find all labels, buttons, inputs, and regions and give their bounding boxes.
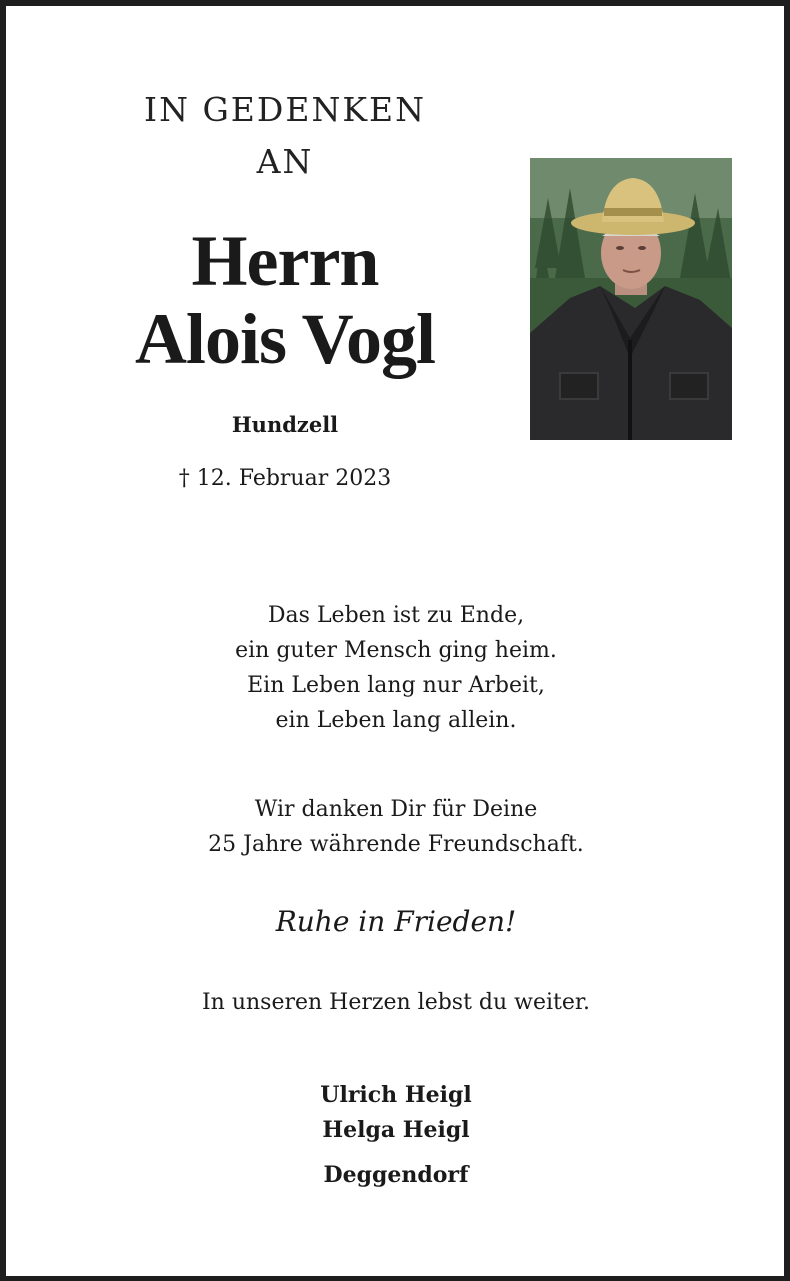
thanks-line: 25 Jahre währende Freundschaft. xyxy=(208,832,584,857)
thanks-line: Wir danken Dir für Deine xyxy=(254,797,538,822)
honorific: Herrn xyxy=(191,221,379,301)
portrait-photo xyxy=(530,158,732,440)
deceased-name: Alois Vogl xyxy=(134,299,436,379)
portrait-illustration xyxy=(530,158,732,440)
mourner-names xyxy=(96,1078,696,1148)
poem-line: Das Leben ist zu Ende, xyxy=(267,603,525,628)
thanks-text xyxy=(96,792,696,862)
rest-in-peace: Ruhe in Frieden! xyxy=(275,905,517,938)
mourner-name: Ulrich Heigl xyxy=(320,1082,472,1108)
obituary-header xyxy=(85,84,485,378)
intro-line-2: AN xyxy=(256,142,314,181)
deceased-place: Hundzell xyxy=(231,412,339,437)
death-date: † 12. Februar 2023 xyxy=(178,466,392,491)
closing-line: In unseren Herzen lebst du weiter. xyxy=(201,990,591,1015)
poem xyxy=(96,598,696,738)
mourner-name: Helga Heigl xyxy=(322,1117,470,1143)
mourner-city: Deggendorf xyxy=(323,1162,469,1188)
intro-line-1: IN GEDENKEN xyxy=(144,90,426,129)
poem-line: ein Leben lang allein. xyxy=(275,708,517,733)
poem-line: Ein Leben lang nur Arbeit, xyxy=(247,673,545,698)
poem-line: ein guter Mensch ging heim. xyxy=(235,638,557,663)
